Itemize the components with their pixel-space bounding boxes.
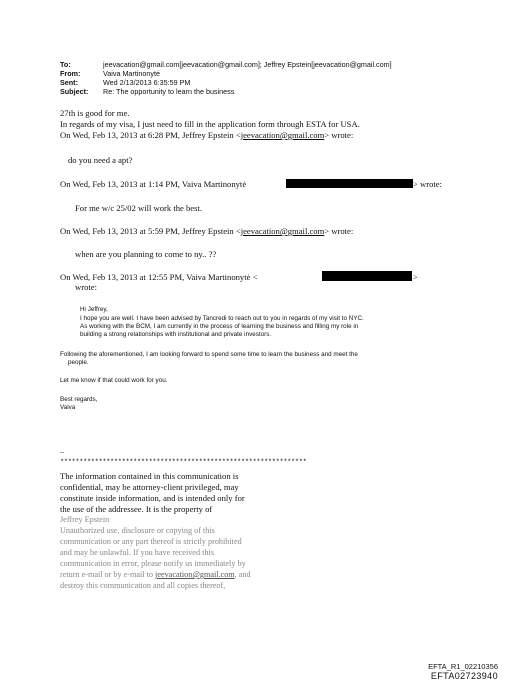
disclaimer-line: the use of the addressee. It is the property of	[60, 504, 213, 514]
inner-paragraph-line: building a strong relationships with institutional and private investors.	[80, 331, 272, 338]
disclaimer-gray-line: Unauthorized use, disclosure or copying of this	[60, 526, 215, 535]
subject-value: Re: The opportunity to learn the business	[103, 87, 235, 96]
quote-header-3-text: On Wed, Feb 13, 2013 at 5:59 PM, Jeffrey Epstein <	[60, 226, 241, 236]
quote-header-4-end: >	[413, 272, 418, 282]
disclaimer-gray-line: communication in error, please notify us immediately by	[60, 559, 246, 568]
quote-header-1-end: > wrote:	[324, 130, 354, 140]
quote-1-email-link[interactable]: jeevacation@gmail.com	[240, 130, 325, 140]
inner-paragraph-line: Let me know if that could work for you.	[60, 377, 168, 384]
redaction-box	[322, 271, 412, 281]
inner-paragraph-line: people.	[68, 359, 89, 366]
inner-closing: Best regards,	[60, 396, 98, 403]
disclaimer-text-end: , and	[234, 570, 251, 579]
inner-paragraph-line: Following the aforementioned, I am looking forward to spend some time to learn the business and meet the	[60, 351, 358, 358]
sent-value: Wed 2/13/2013 6:35:59 PM	[103, 78, 191, 87]
bates-id-1: EFTA_R1_02210356	[428, 662, 498, 671]
inner-paragraph-line: I hope you are well. I have been advised by Tancredi to reach out to you in regards of my visit to NYC.	[80, 315, 364, 322]
inner-signature: Vaiva	[60, 404, 76, 411]
disclaimer-text: return e-mail or by e-mail to	[60, 570, 156, 579]
subject-label: Subject:	[60, 87, 89, 96]
quote-2-text: For me w/c 25/02 will work the best.	[75, 203, 202, 213]
body-line-1: 27th is good for me.	[60, 108, 130, 118]
signature-separator: --	[60, 449, 65, 456]
quote-header-1	[60, 130, 353, 140]
disclaimer-email-link[interactable]: jeevacation@gmail.com	[155, 570, 235, 579]
quote-header-2: On Wed, Feb 13, 2013 at 1:14 PM, Vaiva Martinonytė	[60, 179, 247, 189]
disclaimer-gray-line: and may be unlawful. If you have received this	[60, 548, 214, 557]
disclaimer-line: confidential, may be attorney-client privileged, may	[60, 482, 239, 492]
disclaimer-line: The information contained in this communication is	[60, 471, 239, 481]
quote-header-1-text: On Wed, Feb 13, 2013 at 6:28 PM, Jeffrey Epstein <	[60, 130, 241, 140]
to-label: To:	[60, 60, 71, 69]
quote-header-3-end: > wrote:	[324, 226, 354, 236]
disclaimer-line: constitute inside information, and is intended only for	[60, 493, 245, 503]
quote-header-2-end: > wrote:	[413, 179, 442, 189]
quote-3-email-link[interactable]: jeevacation@gmail.com	[240, 226, 325, 236]
disclaimer-gray-line: communication or any part thereof is strictly prohibited	[60, 537, 242, 546]
bates-id-2: EFTA02723940	[430, 671, 498, 681]
quote-1-text: do you need a apt?	[68, 155, 133, 165]
quote-header-4-wrote: wrote:	[75, 282, 97, 292]
disclaimer-gray-line	[60, 570, 251, 579]
inner-paragraph-line: As working with the BCM, I am currently in the process of learning the business and filling my role in	[80, 323, 359, 330]
from-value: Vaiva Martinonytė	[103, 69, 160, 78]
from-label: From:	[60, 69, 81, 78]
quote-3-text: when are you planning to come to ny.. ??	[75, 249, 217, 259]
disclaimer-gray-line: Jeffrey Epstein	[60, 515, 110, 524]
quote-header-4: On Wed, Feb 13, 2013 at 12:55 PM, Vaiva Martinonytė <	[60, 272, 258, 282]
quote-header-3	[60, 226, 353, 236]
redaction-box	[286, 179, 413, 188]
sent-label: Sent:	[60, 78, 78, 87]
body-line-2: In regards of my visa, I just need to fill in the application form through ESTA for USA.	[60, 119, 360, 129]
inner-greeting: Hi Jeffrey,	[80, 306, 108, 313]
to-value: jeevacation@gmail.com[jeevacation@gmail.com]; Jeffrey Epstein[jeevacation@gmail.com]	[103, 60, 392, 69]
star-divider: ****************************************************************	[60, 459, 307, 467]
disclaimer-gray-line: destroy this communication and all copies thereof,	[60, 581, 226, 590]
